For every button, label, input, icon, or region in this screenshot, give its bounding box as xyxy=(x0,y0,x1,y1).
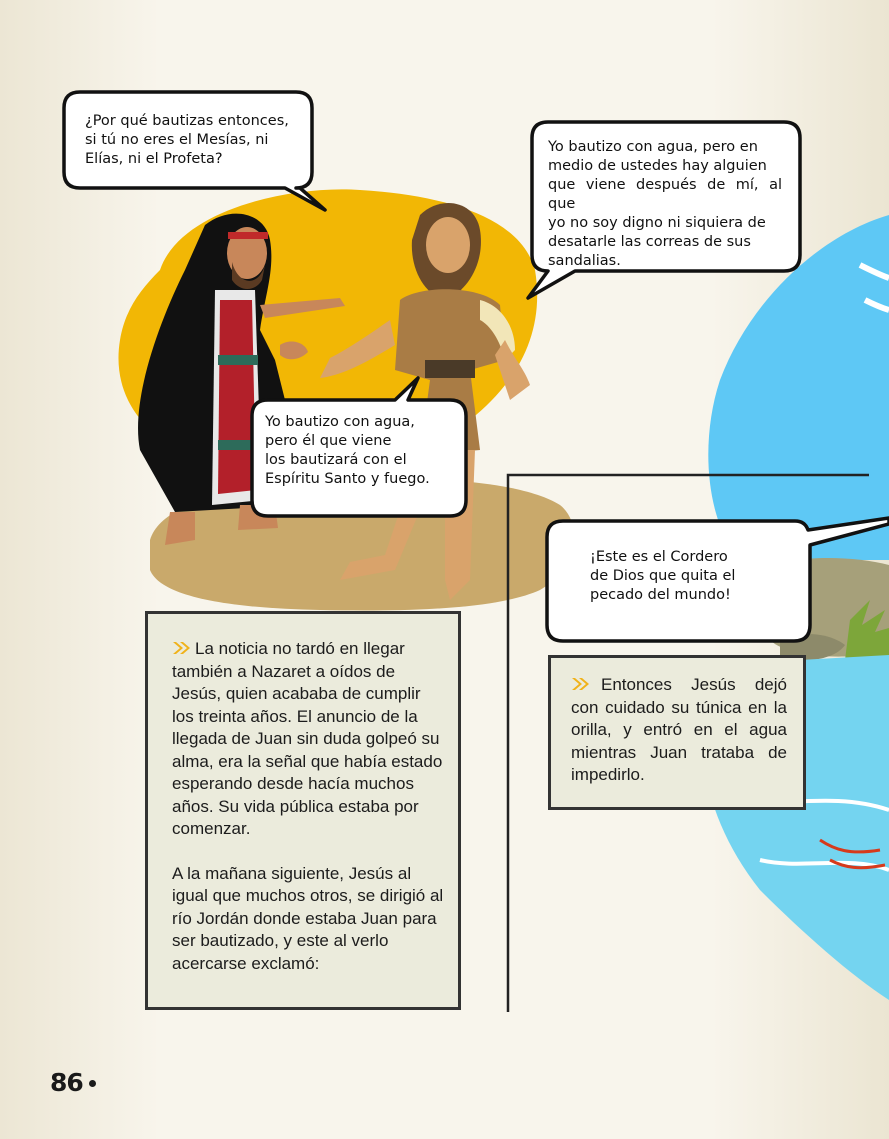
bubble-line: Yo bautizo con agua, pero en xyxy=(548,139,758,155)
double-chevron-icon xyxy=(172,641,192,655)
bubble-line: desatarle las correas de sus xyxy=(548,234,751,250)
bubble-line: pecado del mundo! xyxy=(590,587,731,603)
bubble-line: Espíritu Santo y fuego. xyxy=(265,471,430,487)
narration-box-left xyxy=(145,611,461,1010)
narration-paragraph xyxy=(571,674,787,787)
narration-box-right xyxy=(548,655,806,810)
bubble-line: que viene después de mí, al que xyxy=(548,177,782,212)
bubble-line: Elías, ni el Profeta? xyxy=(85,151,223,167)
bubble-line: Yo bautizo con agua, xyxy=(265,414,415,430)
bubble-john-bottom-text xyxy=(265,413,443,489)
double-chevron-icon xyxy=(571,677,591,691)
bubble-line: sandalias. xyxy=(548,253,621,269)
bubble-line: si tú no eres el Mesías, ni xyxy=(85,132,269,148)
narration-right-text: Entonces Jesús dejó con cuidado su túnica en la orilla, y entró en el agua mientras Juan trataba de impedirlo. xyxy=(571,675,787,784)
narration-left-text-2: A la mañana siguiente, Jesús al igual que muchos otros, se dirigió al río Jordán donde estaba Juan para ser bautizado, y este al verlo acercarse exclamó: xyxy=(172,863,444,973)
bubble-line: de Dios que quita el xyxy=(590,568,736,584)
bubble-line: medio de ustedes hay alguien xyxy=(548,158,767,174)
narration-paragraph xyxy=(172,863,446,976)
page-number xyxy=(50,1068,96,1097)
narration-left-text-1: La noticia no tardó en llegar también a Nazaret a oídos de Jesús, quien acababa de cumplir los treinta años. El anuncio de la llegada de Juan sin duda golpeó su alma, era la señal que había estado esperando desde hacía muchos años. Su vida pública estaba por comenzar. xyxy=(172,639,443,838)
bubble-line: ¿Por qué bautizas entonces, xyxy=(85,113,289,129)
page-number-value: 86 xyxy=(50,1068,83,1097)
bubble-line: ¡Este es el Cordero xyxy=(590,549,728,565)
bubble-priest-text xyxy=(85,112,292,169)
bubble-john-top-text xyxy=(548,138,782,271)
bubble-line: los bautizará con el xyxy=(265,452,407,468)
bubble-line: pero él que viene xyxy=(265,433,392,449)
narration-paragraph xyxy=(172,638,446,841)
bubble-lamb-text xyxy=(590,548,768,605)
bullet-dot-icon xyxy=(89,1080,96,1087)
bubble-line: yo no soy digno ni siquiera de xyxy=(548,215,766,231)
